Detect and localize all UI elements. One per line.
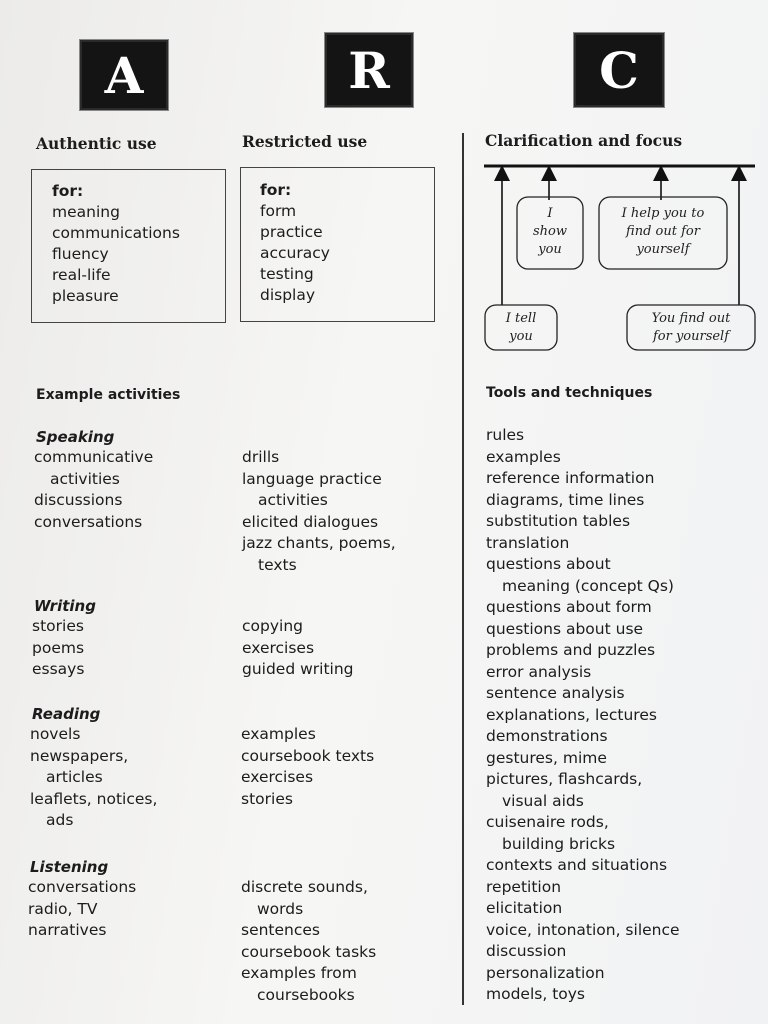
authentic-purpose: real-life: [52, 266, 111, 284]
list-item: discrete sounds,: [241, 878, 368, 896]
list-item: cuisenaire rods,: [486, 813, 609, 831]
restricted-for-label: for:: [260, 181, 292, 199]
speaking-authentic-list: [34, 447, 153, 533]
bubble-text: you: [509, 329, 533, 344]
list-item: communicative: [34, 448, 154, 466]
list-item: questions about: [486, 555, 611, 573]
list-item: guided writing: [242, 660, 354, 678]
list-item: elicitation: [486, 899, 563, 917]
list-item: meaning (concept Qs): [502, 576, 674, 595]
bubble-text: show: [533, 224, 567, 239]
list-item: jazz chants, poems,: [242, 534, 396, 552]
list-item: questions about form: [486, 598, 652, 616]
bubble-text: I tell: [505, 311, 537, 326]
reading-restricted-list: [241, 724, 374, 810]
list-item: questions about use: [486, 619, 644, 638]
restricted-purpose: practice: [260, 223, 323, 241]
list-item: activities: [258, 491, 328, 509]
list-item: gestures, mime: [486, 748, 607, 767]
list-item: discussions: [34, 491, 123, 509]
list-item: coursebook texts: [241, 746, 375, 765]
list-item: newspapers,: [30, 746, 129, 765]
letter-c-block: C: [574, 33, 664, 107]
restricted-use-box: [240, 167, 435, 322]
list-item: copying: [242, 617, 303, 635]
heading-tools-techniques: Tools and techniques: [486, 385, 653, 401]
list-item: radio, TV: [28, 899, 98, 918]
category-writing: Writing: [34, 597, 96, 615]
list-item: models, toys: [486, 985, 586, 1003]
bubble-text: I help you to: [621, 206, 705, 221]
list-item: words: [257, 899, 304, 918]
bubble-text: you: [538, 242, 562, 257]
list-item: personalization: [486, 963, 605, 982]
list-item: examples from: [241, 964, 357, 982]
list-item: sentence analysis: [486, 684, 625, 702]
list-item: leaflets, notices,: [30, 789, 158, 808]
list-item: conversations: [28, 878, 137, 896]
list-item: building bricks: [502, 834, 616, 853]
bubble-text: for yourself: [652, 329, 730, 344]
list-item: stories: [241, 789, 293, 808]
heading-example-activities: Example activities: [36, 387, 181, 403]
writing-authentic-list: [32, 616, 84, 681]
list-item: voice, intonation, silence: [486, 920, 680, 939]
heading-restricted-use: Restricted use: [242, 132, 368, 151]
speaking-restricted-list: [242, 447, 396, 576]
list-item: visual aids: [502, 791, 584, 810]
list-item: exercises: [241, 768, 314, 786]
list-item: narratives: [28, 921, 107, 939]
restricted-purpose: accuracy: [260, 244, 330, 262]
listening-restricted-list: [241, 877, 376, 1006]
heading-clarification-focus: Clarification and focus: [485, 131, 683, 150]
writing-restricted-list: [242, 616, 354, 681]
list-item: diagrams, time lines: [486, 490, 645, 509]
list-item: sentences: [241, 921, 321, 939]
clarification-diagram: [478, 155, 763, 355]
bubble-text: You find out: [651, 311, 731, 326]
restricted-purpose: form: [260, 202, 297, 220]
list-item: ads: [46, 811, 74, 829]
list-item: explanations, lectures: [486, 705, 657, 724]
list-item: pictures, flashcards,: [486, 770, 643, 788]
list-item: elicited dialogues: [242, 512, 379, 531]
list-item: discussion: [486, 942, 567, 960]
list-item: repetition: [486, 877, 562, 896]
list-item: demonstrations: [486, 727, 608, 745]
bubble-text: I: [547, 206, 553, 221]
authentic-purpose: communications: [52, 224, 180, 242]
tools-list: [486, 425, 680, 1006]
list-item: novels: [30, 725, 81, 743]
list-item: exercises: [242, 638, 315, 657]
list-item: coursebooks: [257, 985, 355, 1004]
list-item: poems: [32, 638, 85, 657]
list-item: translation: [486, 533, 570, 552]
restricted-purpose: testing: [260, 265, 314, 283]
bubble-text: yourself: [636, 242, 690, 257]
list-item: reference information: [486, 469, 655, 487]
list-item: coursebook tasks: [241, 942, 377, 961]
listening-authentic-list: [28, 877, 136, 942]
list-item: conversations: [34, 512, 143, 531]
list-item: rules: [486, 426, 525, 444]
authentic-use-box: [31, 169, 226, 323]
list-item: examples: [486, 447, 561, 466]
category-listening: Listening: [30, 858, 109, 876]
authentic-purpose: pleasure: [52, 287, 119, 305]
authentic-for-label: for:: [52, 182, 84, 200]
list-item: stories: [32, 617, 84, 635]
list-item: error analysis: [486, 662, 592, 681]
list-item: language practice: [242, 469, 382, 488]
heading-authentic-use: Authentic use: [36, 134, 157, 153]
list-item: activities: [50, 469, 120, 488]
letter-a-block: A: [80, 40, 168, 110]
reading-authentic-list: [30, 724, 157, 832]
category-speaking: Speaking: [36, 428, 115, 446]
category-reading: Reading: [32, 705, 101, 723]
column-divider: [462, 133, 464, 1005]
letter-r-block: R: [325, 33, 413, 107]
list-item: essays: [32, 660, 85, 678]
list-item: substitution tables: [486, 512, 631, 530]
list-item: contexts and situations: [486, 856, 668, 874]
restricted-purpose: display: [260, 286, 316, 304]
list-item: drills: [242, 448, 280, 466]
authentic-purpose: fluency: [52, 245, 109, 263]
authentic-purpose: meaning: [52, 203, 120, 221]
list-item: problems and puzzles: [486, 641, 656, 659]
list-item: articles: [46, 768, 103, 786]
bubble-text: find out for: [626, 224, 700, 239]
list-item: examples: [241, 725, 316, 743]
list-item: texts: [258, 555, 297, 574]
